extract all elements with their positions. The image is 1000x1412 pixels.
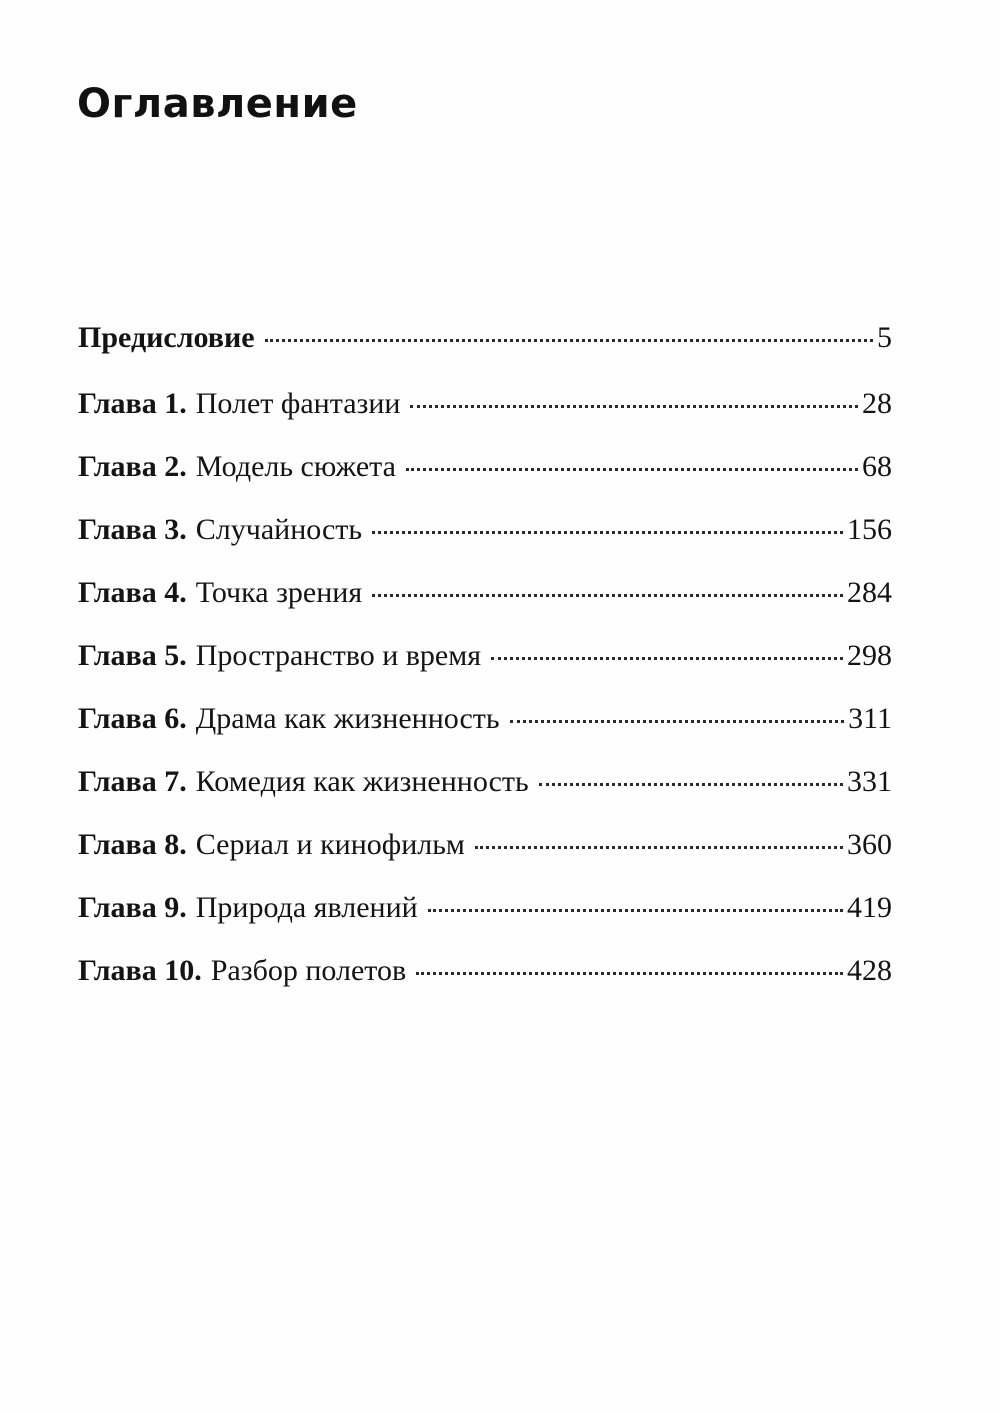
page-number: 419	[847, 891, 892, 924]
chapter-title: Случайность	[195, 513, 363, 546]
page-number: 360	[847, 828, 892, 861]
toc-entry-chapter-7	[78, 760, 892, 804]
dot-leader	[372, 531, 843, 534]
page-number: 5	[877, 321, 892, 354]
page-number: 298	[847, 639, 892, 672]
chapter-title: Пространство и время	[195, 639, 482, 672]
chapter-label: Глава 3.	[78, 513, 187, 546]
table-of-contents	[78, 316, 892, 1012]
chapter-label: Глава 8.	[78, 828, 187, 861]
chapter-title: Полет фантазии	[195, 387, 401, 420]
toc-entry-chapter-5	[78, 634, 892, 678]
chapter-title: Драма как жизненность	[195, 702, 500, 735]
chapter-label: Глава 2.	[78, 450, 187, 483]
preface-label: Предисловие	[78, 321, 255, 354]
dot-leader	[372, 594, 843, 597]
toc-entry-chapter-4	[78, 571, 892, 615]
page-number: 331	[847, 765, 892, 798]
dot-leader	[406, 468, 858, 471]
chapter-title: Сериал и кинофильм	[195, 828, 465, 861]
chapter-label: Глава 5.	[78, 639, 187, 672]
chapter-label: Глава 4.	[78, 576, 187, 609]
dot-leader	[510, 720, 845, 723]
dot-leader	[428, 909, 843, 912]
page-number: 28	[862, 387, 892, 420]
toc-entry-chapter-6	[78, 697, 892, 741]
dot-leader	[475, 846, 843, 849]
toc-entry-chapter-8	[78, 823, 892, 867]
toc-entry-chapter-3	[78, 508, 892, 552]
page-number: 284	[847, 576, 892, 609]
chapter-title: Модель сюжета	[195, 450, 396, 483]
chapter-label: Глава 1.	[78, 387, 187, 420]
dot-leader	[491, 657, 843, 660]
chapter-label: Глава 6.	[78, 702, 187, 735]
toc-entry-chapter-2	[78, 445, 892, 489]
page-number: 311	[848, 702, 892, 735]
chapter-title: Природа явлений	[195, 891, 418, 924]
page-number: 428	[847, 954, 892, 987]
page-title: Оглавление	[77, 81, 358, 127]
toc-entry-preface	[78, 316, 892, 360]
chapter-title: Разбор полетов	[210, 954, 407, 987]
dot-leader	[416, 972, 843, 975]
chapter-title: Комедия как жизненность	[195, 765, 529, 798]
chapter-label: Глава 7.	[78, 765, 187, 798]
chapter-label: Глава 9.	[78, 891, 187, 924]
dot-leader	[265, 339, 873, 342]
toc-entry-chapter-9	[78, 886, 892, 930]
dot-leader	[539, 783, 843, 786]
toc-entry-chapter-1	[78, 382, 892, 426]
chapter-label: Глава 10.	[78, 954, 202, 987]
dot-leader	[410, 405, 858, 408]
page-number: 68	[862, 450, 892, 483]
page-number: 156	[847, 513, 892, 546]
toc-entry-chapter-10	[78, 949, 892, 993]
chapter-title: Точка зрения	[195, 576, 363, 609]
